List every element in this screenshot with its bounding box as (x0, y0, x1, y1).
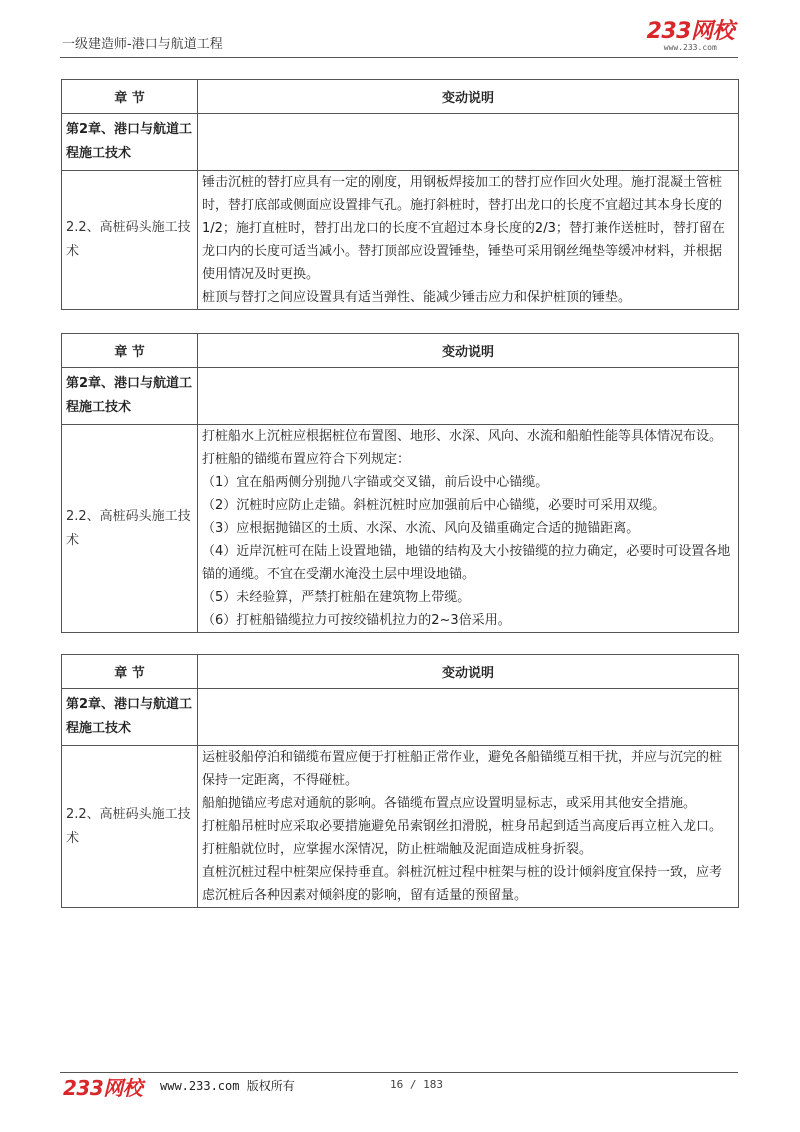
description-paragraph: （5）未经验算，严禁打桩船在建筑物上带缆。 (202, 590, 471, 605)
document-header-title: 一级建造师-港口与航道工程 (62, 37, 223, 52)
change-table-2 (61, 333, 739, 633)
header-divider (60, 57, 738, 58)
description-paragraph: 打桩船吊桩时应采取必要措施避免吊索钢丝扣滑脱，桩身吊起到适当高度后再立桩入龙口。打桩船就位时，应掌握水深情况，防止桩端触及泥面造成桩身折裂。 (202, 819, 723, 857)
table-header-row (62, 80, 739, 114)
chapter-cell: 第2章、港口与航道工程施工技术 (62, 114, 198, 171)
section-row (62, 425, 739, 633)
column-header-description: 变动说明 (198, 655, 739, 689)
footer-site-link[interactable]: www.233.com (160, 1079, 240, 1093)
column-header-description: 变动说明 (198, 80, 739, 114)
description-cell (198, 171, 739, 310)
chapter-row (62, 689, 739, 746)
chapter-cell: 第2章、港口与航道工程施工技术 (62, 368, 198, 425)
brand-logo-text: 233网校 (646, 19, 734, 44)
description-paragraph: 直桩沉桩过程中桩架应保持垂直。斜桩沉桩过程中桩架与桩的设计倾斜度宜保持一致，应考虑沉桩后各种因素对倾斜度的影响，留有适量的预留量。 (202, 865, 723, 903)
change-table-3 (61, 654, 739, 908)
section-row (62, 746, 739, 908)
description-paragraph: 桩顶与替打之间应设置具有适当弹性、能减少锤击应力和保护桩顶的锤垫。 (202, 290, 632, 305)
column-header-chapter: 章 节 (62, 655, 198, 689)
section-cell: 2.2、高桩码头施工技术 (62, 746, 198, 908)
section-cell: 2.2、高桩码头施工技术 (62, 425, 198, 633)
chapter-cell: 第2章、港口与航道工程施工技术 (62, 689, 198, 746)
column-header-chapter: 章 节 (62, 334, 198, 368)
description-paragraph: （3）应根据抛锚区的土质、水深、水流、风向及锚重确定合适的抛锚距离。 (202, 521, 640, 536)
chapter-row (62, 114, 739, 171)
brand-logo-url: www.233.com (663, 43, 717, 52)
table-header-row (62, 334, 739, 368)
description-paragraph: 船舶抛锚应考虑对通航的影响。各锚缆布置点应设置明显标志，或采用其他安全措施。 (202, 796, 697, 811)
section-cell: 2.2、高桩码头施工技术 (62, 171, 198, 310)
description-cell (198, 425, 739, 633)
description-paragraph: （4）近岸沉桩可在陆上设置地锚，地锚的结构及大小按锚缆的拉力确定，必要时可设置各地锚的通缆。不宜在受潮水淹没土层中埋设地锚。 (202, 544, 731, 582)
chapter-row (62, 368, 739, 425)
column-header-chapter: 章 节 (62, 80, 198, 114)
column-header-description: 变动说明 (198, 334, 739, 368)
description-paragraph: （6）打桩船锚缆拉力可按绞锚机拉力的2~3倍采用。 (202, 613, 511, 628)
description-paragraph: 打桩船水上沉桩应根据桩位布置图、地形、水深、风向、水流和船舶性能等具体情况布设。打桩船的锚缆布置应符合下列规定： (202, 429, 723, 467)
description-paragraph: （1）宜在船两侧分别抛八字锚或交叉锚，前后设中心锚缆。 (202, 475, 549, 490)
description-paragraph: 锤击沉桩的替打应具有一定的刚度，用钢板焊接加工的替打应作回火处理。施打混凝土管桩时，替打底部或侧面应设置排气孔。施打斜桩时，替打出龙口的长度不宜超过其本身长度的1/2；施打直桩时，替打出龙口的长度不宜超过本身长度的2/3；替打兼作送桩时，替打留在龙口内的长度可适当减小。替打顶部应设置锤垫，锤垫可采用钢丝绳垫等缓冲材料，并根据使用情况及时更换。 (202, 175, 725, 282)
footer-copyright (160, 1077, 295, 1094)
table-header-row (62, 655, 739, 689)
chapter-description-cell (198, 114, 739, 171)
footer-brand-logo: 233网校 (63, 1076, 143, 1100)
description-paragraph: 运桩驳船停泊和锚缆布置应便于打桩船正常作业，避免各船锚缆互相干扰，并应与沉完的桩保持一定距离，不得碰桩。 (202, 750, 723, 788)
footer-rights-text: 版权所有 (246, 1079, 295, 1093)
chapter-description-cell (198, 368, 739, 425)
description-paragraph: （2）沉桩时应防止走锚。斜桩沉桩时应加强前后中心锚缆，必要时可采用双缆。 (202, 498, 666, 513)
footer-divider (60, 1072, 738, 1073)
change-table-1 (61, 79, 739, 310)
description-cell (198, 746, 739, 908)
brand-logo (647, 20, 734, 52)
section-row (62, 171, 739, 310)
page-number: 16 / 183 (390, 1078, 443, 1091)
chapter-description-cell (198, 689, 739, 746)
